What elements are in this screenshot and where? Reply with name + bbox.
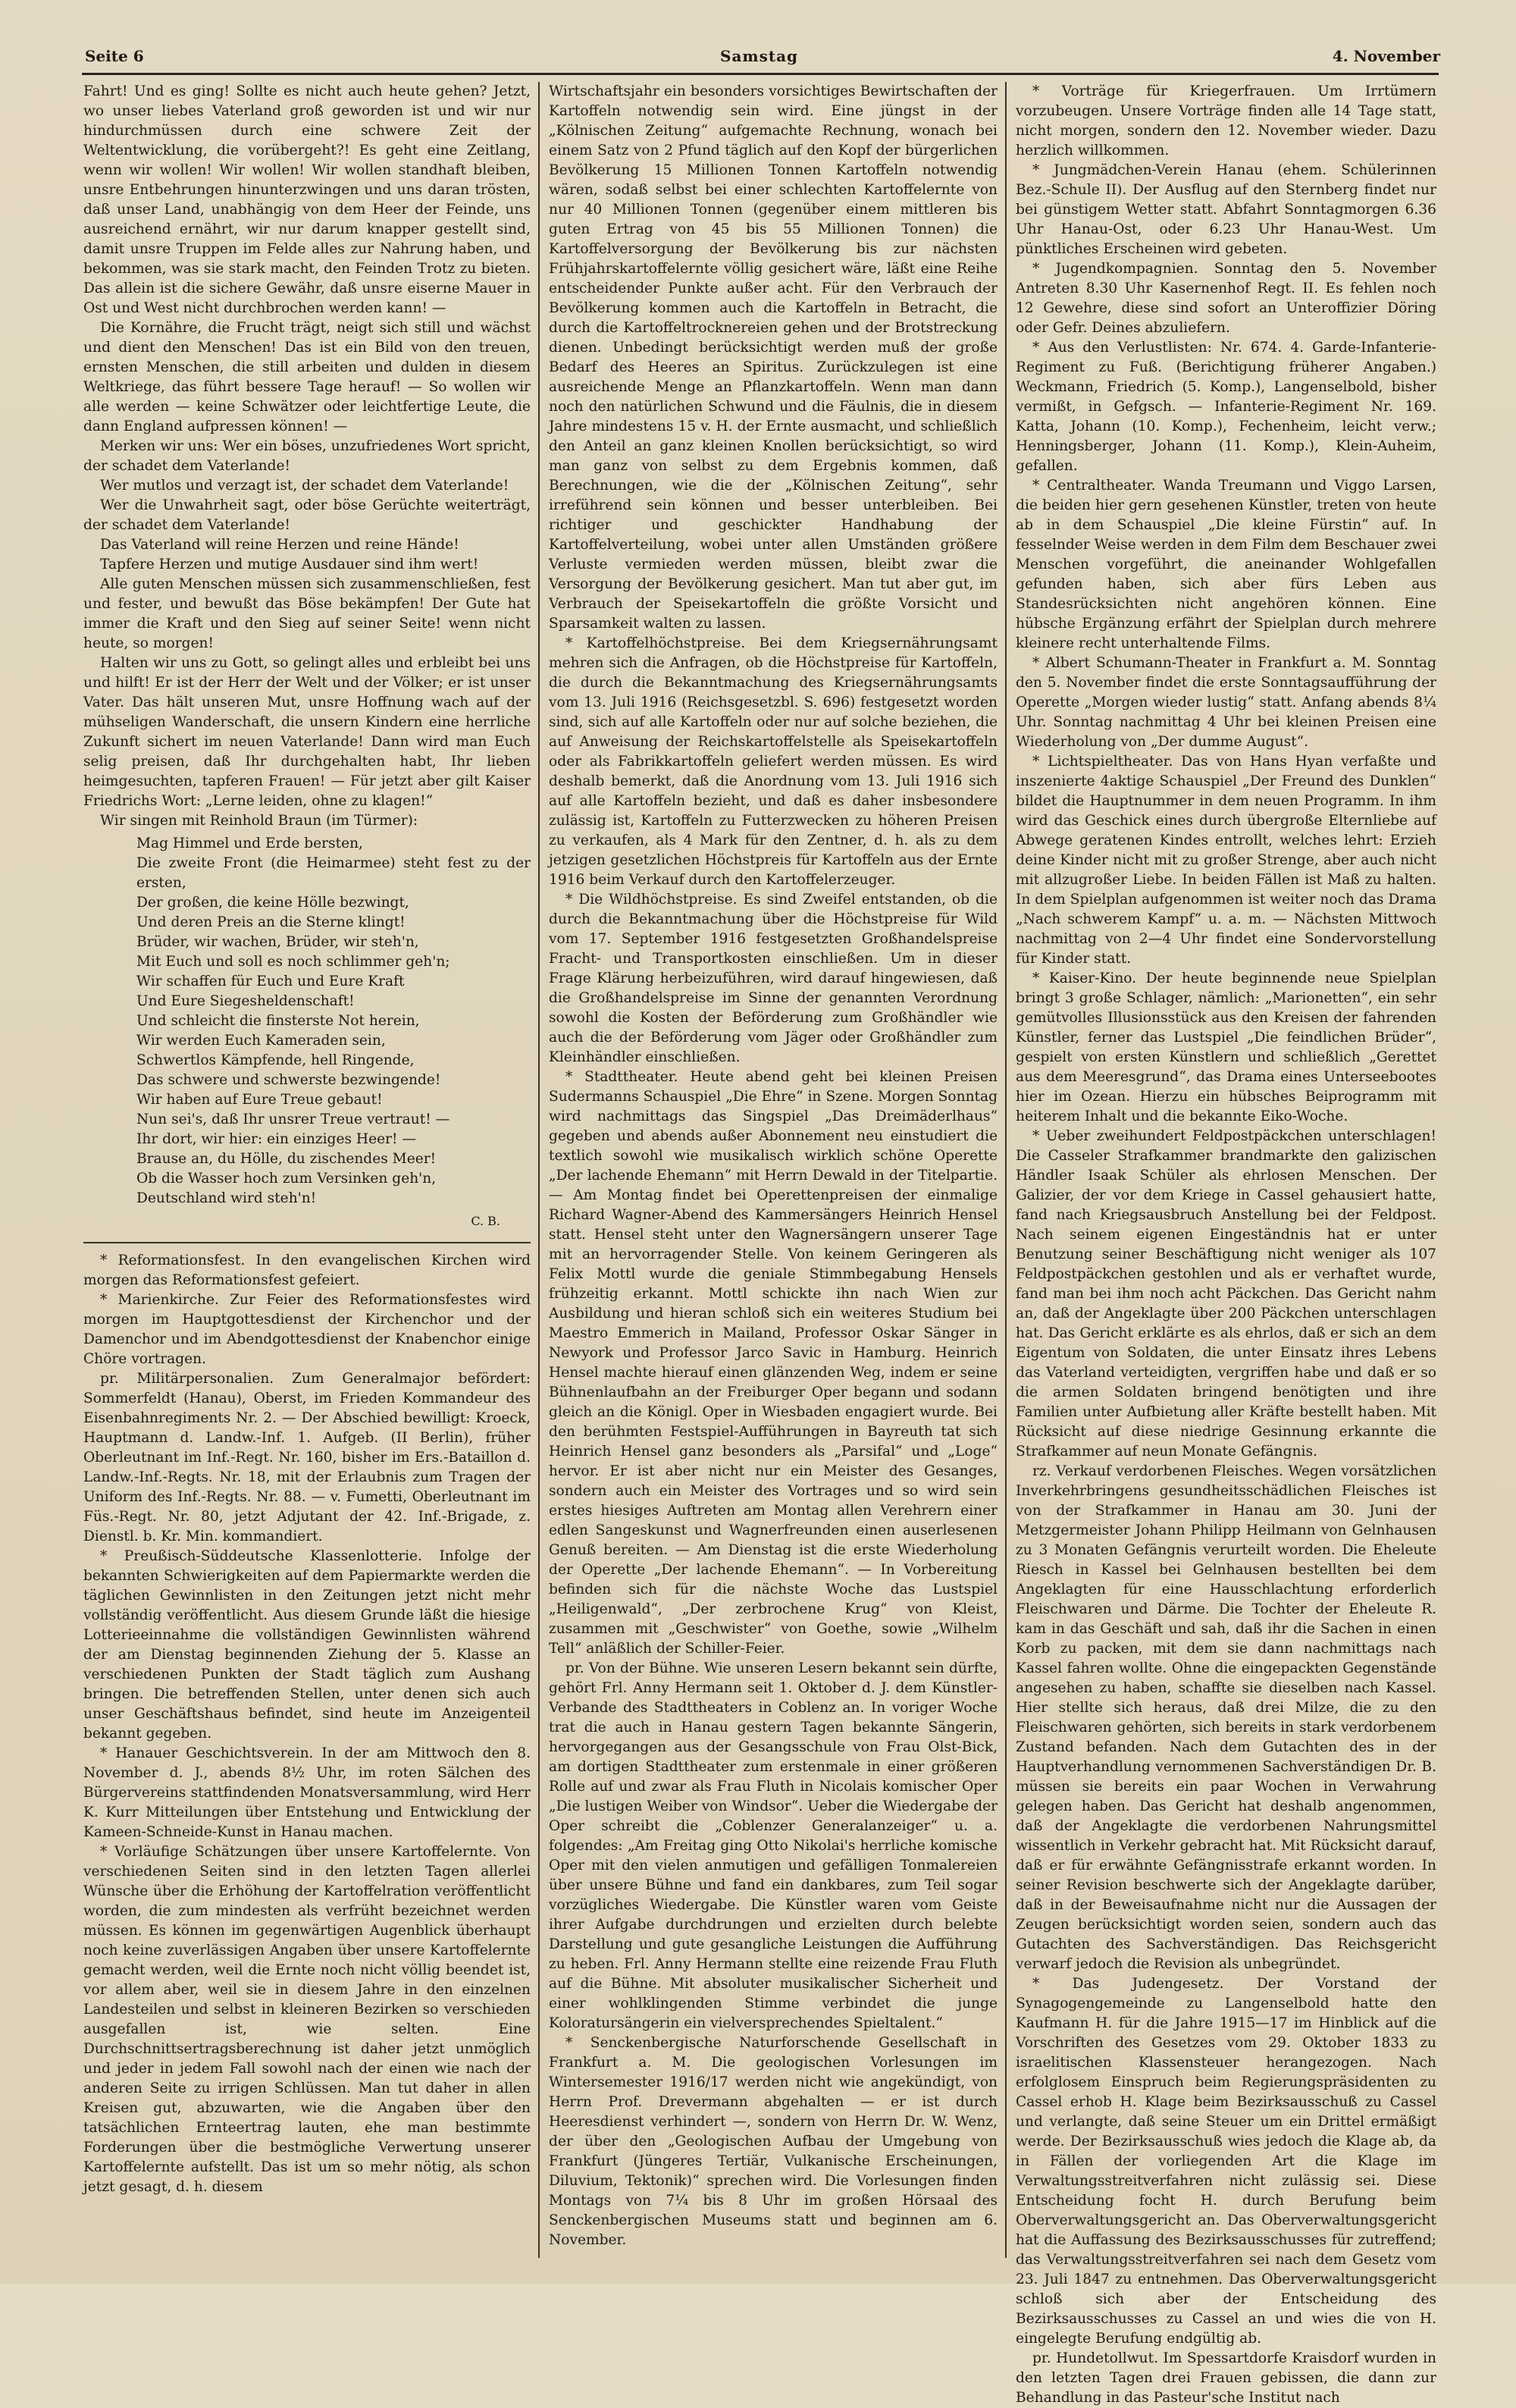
paragraph: Merken wir uns: Wer ein böses, unzufriedenes Wort spricht, der schadet dem Vaterlande! [83,438,531,474]
poem-line: Wir haben auf Eure Treue gebaut! [136,1092,383,1108]
paragraph: * Hanauer Geschichtsverein. In der am Mittwoch den 8. November d. J., abends 8½ Uhr, im roten Sälchen des Bürgervereins stattfindenden Monatsversammlung, wird Herr K. Kurr Mitteilungen über Entstehung und Entwicklung der Kameen-Schneide-Kunst in Hanau machen. [83,1745,531,1840]
paragraph: pr. Hundetollwut. Im Spessartdorfe Kraisdorf wurden in den letzten Tagen drei Frauen gebissen, die dann zur Behandlung in das Pasteur'sche Institut nach [1016,2350,1436,2406]
poem-line: Brause an, du Hölle, du zischendes Meer! [136,1151,437,1167]
paragraph: * Lichtspieltheater. Das von Hans Hyan verfaßte und inszenierte 4aktige Schauspiel „Der Freund des Dunklen“ bildet die Hauptnummer in dem neuen Programm. In ihm wird das Geschick eines durch übergroße Elternliebe auf Abwege geratenen Kindes entrollt, welches lehrt: Erzieh deine Kinder nicht mit zu großer Strenge, aber auch nicht mit allzugroßer Liebe. In beiden Fällen ist Maß zu halten. In dem Spielplan aufgenommen ist weiter noch das Drama „Nach schwerem Kampf“ u. a. m. — Nächsten Mittwoch nachmittag von 2—4 Uhr findet eine Sondervorstellung für Kinder statt. [1016,754,1436,967]
weekday: Samstag [720,47,799,65]
poem-line: Ob die Wasser hoch zum Versinken geh'n, [136,1171,437,1187]
paragraph: * Das Judengesetz. Der Vorstand der Synagogengemeinde zu Langenselbold hatte den Kaufmann H. für die Jahre 1915—17 im Hinblick auf die Vorschriften des Gesetzes vom 29. Oktober 1833 zu israelitischen Klassensteuer herangezogen. Nach erfolglosem Einspruch beim Regierungspräsidenten zu Cassel erhob H. Klage beim Bezirksausschuß zu Cassel und verlangte, daß seine Steuer um ein Drittel ermäßigt werde. Der Bezirksausschuß wies jedoch die Klage ab, da in Fällen der vorliegenden Art die Klage im Verwaltungsstreitverfahren nicht zulässig sei. Diese Entscheidung focht H. durch Berufung beim Oberverwaltungsgericht an. Das Oberverwaltungsgericht hat die Auffassung des Bezirksausschusses für zutreffend; das Verwaltungsstreitverfahren sei nach dem Gesetz vom 23. Juli 1847 zu entnehmen. Das Oberverwaltungsgericht schloß sich aber der Entscheidung des Bezirksausschusses zu Cassel an und wies die von H. eingelegte Berufung endgültig ab. [1016,1976,1436,2347]
header-rule [82,73,1439,75]
signature: C. B. [471,1214,500,1228]
poem [83,834,531,1209]
poem-line: Brüder, wir wachen, Brüder, wir steh'n, [136,934,419,950]
poem-line: Und Eure Siegesheldenschaft! [136,993,355,1009]
issue-date: 4. November [1332,47,1440,65]
column-1 [83,82,531,2265]
paragraph: * Reformationsfest. In den evangelischen Kirchen wird morgen das Reformationsfest gefeiert. [83,1253,531,1288]
paragraph: * Kartoffelhöchstpreise. Bei dem Kriegsernährungsamt mehren sich die Anfragen, ob die Höchstpreise für Kartoffeln, die durch die Bekanntmachung des Kriegsernährungsamts vom 13. Juli 1916 (Reichsgesetzbl. S. 696) festgesetzt worden sind, sich auf alle Kartoffeln oder nur auf solche beziehen, die auf Anweisung der Reichskartoffelstelle als Speisekartoffeln oder als Fabrikkartoffeln geliefert werden müssen. Es wird deshalb bemerkt, daß die Anordnung vom 13. Juli 1916 sich auf alle Kartoffeln bezieht, und daß es daher insbesondere zulässig ist, Kartoffeln zu Futterzwecken zu höheren Preisen zu verkaufen, als 4 Mark für den Zentner, d. h. als zu dem jetzigen gesetzlichen Höchstpreis für Kartoffeln aus der Ernte 1916 beim Verkauf durch den Kartoffelerzeuger. [549,635,998,888]
column-3 [1016,82,1436,2406]
poem-line: Deutschland wird steh'n! [136,1190,317,1206]
paragraph: * Preußisch-Süddeutsche Klassenlotterie. Infolge der bekannten Schwierigkeiten auf dem Papiermarkte werden die täglichen Gewinnlisten in den Zeitungen jetzt nicht mehr vollständig veröffentlicht. Aus diesem Grunde läßt die hiesige Lotterieeinnahme die vollständigen Gewinnlisten während der am Dienstag beginnenden Ziehung der 5. Klasse an verschiedenen Punkten der Stadt täglich zum Aushang bringen. Die betreffenden Stellen, unter denen sich auch unser Geschäftshaus befindet, sind heute im Anzeigenteil bekannt gegeben. [83,1548,531,1742]
paragraph: Das Vaterland will reine Herzen und reine Hände! [100,537,459,553]
poem-line: Mag Himmel und Erde bersten, [136,836,363,851]
paragraph: * Senckenbergische Naturforschende Gesellschaft in Frankfurt a. M. Die geologischen Vorlesungen im Wintersemester 1916/17 werden nicht wie angekündigt, von Herrn Prof. Drevermann abgehalten — er ist durch Heeresdienst verhindert —, sondern von Herrn Dr. W. Wenz, der über den „Geologischen Aufbau der Umgebung von Frankfurt (Jüngeres Tertiär, Vulkanische Erscheinungen, Diluvium, Tektonik)“ sprechen wird. Die Vorlesungen finden Montags von 7¼ bis 8 Uhr im großen Hörsaal des Senckenbergischen Museums statt und beginnen am 6. November. [549,2035,998,2248]
paragraph: Wirtschaftsjahr ein besonders vorsichtiges Bewirtschaften der Kartoffeln notwendig sein wird. Eine jüngst in der „Kölnischen Zeitung“ aufgemachte Rechnung, wonach bei einem Satz von 2 Pfund täglich auf den Kopf der bürgerlichen Bevölkerung 15 Millionen Tonnen Kartoffeln notwendig wären, sodaß selbst bei einer schlechten Kartoffelernte von nur 40 Millionen Tonnen (gegenüber einem mittleren bis guten Ertrag von 45 bis 55 Millionen Tonnen) die Kartoffelversorgung der Bevölkerung bis zur nächsten Frühjahrskartoffelernte völlig gesichert wäre, läßt eine Reihe entscheidender Punkte außer acht. Für den Verbrauch der Bevölkerung kommen auch die Kartoffeln in Betracht, die durch die Kartoffeltrocknereien gehen und der Brotstreckung dienen. Unbedingt berücksichtigt werden muß der große Bedarf des Heeres an Spiritus. Zurückzulegen ist eine ausreichende Menge an Pflanzkartoffeln. Wenn man dann noch den natürlichen Schwund und die Fäulnis, die in diesem Jahre mindestens 15 v. H. der Ernte ausmacht, und schließlich den Anteil an ganz kleinen Knollen berücksichtigt, so wird man ganz von selbst zu dem Ergebnis kommen, daß Berechnungen, wie die der „Kölnischen Zeitung“, sehr irreführend sein können und besser unterbleiben. Bei richtiger und geschickter Handhabung der Kartoffelverteilung, wobei unter allen Umständen größere Verluste vermieden werden müssen, bleibt zwar die Versorgung der Bevölkerung gesichert. Man tut aber gut, im Verbrauch der Speisekartoffeln die größte Vorsicht und Sparsamkeit walten zu lassen. [549,83,998,632]
poem-line: Das schwere und schwerste bezwingende! [136,1072,441,1088]
paragraph: * Jungmädchen-Verein Hanau (ehem. Schülerinnen Bez.-Schule II). Der Ausflug auf den Sternberg findet nur bei günstigem Wetter statt. Abfahrt Sonntagmorgen 6.36 Uhr Hanau-Ost, oder 6.23 Uhr Hanau-West. Um pünktliches Erscheinen wird gebeten. [1016,162,1436,257]
paragraph: * Kaiser-Kino. Der heute beginnende neue Spielplan bringt 3 große Schlager, nämlich: „Marionetten“, ein sehr gemütvolles Illusionsstück aus den Kreisen der fahrenden Künstler, ferner das Lustspiel „Die feindlichen Brüder“, gespielt von ersten Künstlern und schließlich „Gerettet aus dem Meeresgrund“, das Drama eines Unterseebootes hier im Ozean. Hierzu ein hübsches Beiprogramm mit heiterem Inhalt und die bekannte Eiko-Woche. [1016,970,1436,1124]
paragraph: * Centraltheater. Wanda Treumann und Viggo Larsen, die beiden hier gern gesehenen Künstler, treten von heute ab in dem Schauspiel „Die kleine Fürstin“ auf. In fesselnder Weise werden in dem Film dem Beschauer zwei Menschen vorgeführt, die aneinander Wohlgefallen gefunden haben, sich aber fürs Leben aus Standesrücksichten nicht angehören können. Eine hübsche Ergänzung erfährt der Spielplan durch mehrere kleinere recht unterhaltende Films. [1016,478,1436,651]
poem-line: Die zweite Front (die Heimarmee) steht fest zu der ersten, [136,855,531,891]
page-header [0,0,1516,76]
paragraph: pr. Militärpersonalien. Zum Generalmajor befördert: Sommerfeldt (Hanau), Oberst, im Frieden Kommandeur des Eisenbahnregiments Nr. 2. — Der Abschied bewilligt: Kroeck, Hauptmann d. Landw.-Inf. 1. Aufgeb. (II Berlin), früher Oberleutnant im Inf.-Regt. Nr. 160, bisher im Ers.-Bataillon d. Landw.-Inf.-Regts. Nr. 18, mit der Erlaubnis zum Tragen der Uniform des Inf.-Regts. Nr. 88. — v. Fumetti, Oberleutnant im Füs.-Regt. Nr. 80, jetzt Adjutant der 42. Inf.-Brigade, z. Dienstl. b. Kr. Min. kommandiert. [83,1371,531,1544]
paragraph: Halten wir uns zu Gott, so gelingt alles und erbleibt bei uns und hilft! Er ist der Herr der Welt und der Völker; er ist unser Vater. Das hält unseren Mut, unsre Hoffnung wach auf der mühseligen Wanderschaft, die unsern Kindern eine herrliche Zukunft sichert im neuen Vaterlande! Dann wird man Euch selig preisen, daß Ihr durchgehalten habt, Ihr lieben heimgesuchten, tapferen Frauen! — Für jetzt aber gilt Kaiser Friedrichs Wort: „Lerne leiden, ohne zu klagen!“ [83,655,531,809]
paragraph: Wer mutlos und verzagt ist, der schadet dem Vaterlande! [100,478,509,494]
poem-line: Mit Euch und soll es noch schlimmer geh'n; [136,954,450,970]
paragraph: * Ueber zweihundert Feldpostpäckchen unterschlagen! Die Casseler Strafkammer brandmarkte den galizischen Händler Isaak Schüler als ehrlosen Menschen. Der Galizier, der vor dem Kriege in Cassel gehausiert hatte, fand nach Kriegsausbruch Anstellung bei der Feldpost. Nach seinem eigenen Eingeständnis hat er unter Benutzung seiner Beschäftigung nicht weniger als 107 Feldpostpäckchen gestohlen und als er verhaftet wurde, fand man bei ihm noch acht Päckchen. Das Gericht nahm an, daß der Angeklagte über 200 Päckchen unterschlagen hat. Das Gericht erklärte es als ehrlos, daß er sich an dem Eigentum von Soldaten, die unter Einsatz ihres Lebens das Vaterland verteidigten, vergriffen habe und daß er so die armen Soldaten bringend benötigten und ihre Familien unter Aufbietung aller Kräfte bestellt haben. Mit Rücksicht auf diese niedrige Gesinnung erkannte die Strafkammer auf neun Monate Gefängnis. [1016,1128,1436,1460]
column-divider [538,82,540,2258]
paragraph: Fahrt! Und es ging! Sollte es nicht auch heute gehen? Jetzt, wo unser liebes Vaterland groß geworden ist und wir nur hindurchmüssen durch eine schwere Zeit der Weltentwicklung, die vorübergeht?! Es geht eine Zeitlang, wenn wir wollen! Wir wollen! Wir wollen standhaft bleiben, unsre Entbehrungen hinunterzwingen und uns daran trösten, daß unser Land, unabhängig von dem Heer der Feinde, uns ausreichend ernährt, wir nur darum knapper gestellt sind, damit unsre Truppen im Felde alles zur Nahrung haben, und bekommen, was sie stark macht, den Feinden Trotz zu bieten. Das allein ist die sichere Gewähr, daß unsre eiserne Mauer in Ost und West nicht durchbrochen werden kann! — [83,83,531,316]
paragraph: Die Kornähre, die Frucht trägt, neigt sich still und wächst und dient den Menschen! Das ist ein Bild von den treuen, ernsten Menschen, die still arbeiten und dulden in diesem Weltkriege, das führt bessere Tage herauf! — So wollen wir alle werden — keine Schwätzer oder leichtfertige Leute, die dann England aufpressen können! — [83,320,531,434]
paragraph: * Albert Schumann-Theater in Frankfurt a. M. Sonntag den 5. November findet die erste Sonntagsaufführung der Operette „Morgen wieder lustig“ statt. Anfang abends 8¼ Uhr. Sonntag nachmittag 4 Uhr bei kleinen Preisen eine Wiederholung von „Der dumme August“. [1016,655,1436,750]
paragraph: * Vorläufige Schätzungen über unsere Kartoffelernte. Von verschiedenen Seiten sind in den letzten Tagen allerlei Wünsche über die Erhöhung der Kartoffelration veröffentlicht worden, die zum mindesten als verfrüht bezeichnet werden müssen. Es können im gegenwärtigen Augenblick überhaupt noch keine zuverlässigen Angaben über unsere Kartoffelernte gemacht werden, weil die Ernte noch nicht völlig beendet ist, vor allem aber, weil sie in diesem Jahre in den einzelnen Landesteilen und selbst in kleineren Bezirken so verschieden ausgefallen ist, wie selten. Eine Durchschnittsertragsberechnung ist daher jetzt unmöglich und jeder in jedem Fall sowohl nach der einen wie nach der anderen Seite zu irrigen Schlüssen. Man tut daher in allen Kreisen gut, abzuwarten, wie die Angaben über den tatsächlichen Ernteertrag lauten, ehe man bestimmte Forderungen über die bestmögliche Verwertung unserer Kartoffelernte aufstellt. Das ist um so mehr nötig, als schon jetzt gesagt, d. h. diesem [83,1844,531,2195]
paragraph: * Jugendkompagnien. Sonntag den 5. November Antreten 8.30 Uhr Kasernenhof Regt. II. Es fehlen noch 12 Gewehre, diese sind sofort an Unteroffizier Döring oder Gefr. Deines abzuliefern. [1016,261,1436,336]
paragraph: Wir singen mit Reinhold Braun (im Türmer): [100,813,418,829]
paragraph: * Stadttheater. Heute abend geht bei kleinen Preisen Sudermanns Schauspiel „Die Ehre“ in Szene. Morgen Sonntag wird nachmittags das Singspiel „Das Dreimäderlhaus“ gegeben und abends außer Abonnement neu einstudiert die textlich sowohl wie musikalisch wirklich schöne Operette „Der lachende Ehemann“ mit Herrn Dewald in der Titelpartie. — Am Montag findet bei Operettenpreisen der einmalige Richard Wagner-Abend des Kammersängers Heinrich Hensel statt. Hensel steht unter den Wagnersängern unserer Tage mit an hervorragender Stelle. Von keinem Geringeren als Felix Mottl wurde die geniale Stimmbegabung Hensels frühzeitig erkannt. Mottl schickte ihn nach Wien zur Ausbildung und hieran schloß sich ein weiteres Studium bei Maestro Emmerich in Mailand, Professor Oskar Sänger in Newyork und Professor Jarco Savic in Hamburg. Heinrich Hensel machte hierauf einen glänzenden Weg, indem er seine Bühnenlaufbahn an der Freiburger Oper begann und sodann gleich an die Königl. Oper in Wiesbaden engagiert wurde. Bei den berühmten Festspiel-Aufführungen in Bayreuth tat sich Heinrich Hensel ganz besonders als „Parsifal“ und „Loge“ hervor. Er ist aber nicht nur ein Meister des Gesanges, sondern auch ein Meister des Vortrages und so wird sein erstes hiesiges Auftreten am Montag allen Verehrern einer edlen Sangeskunst und Wagnerfreunden einen auserlesenen Genuß bereiten. — Am Dienstag ist die erste Wiederholung der Operette „Der lachende Ehemann“. — In Vorbereitung befinden sich für die nächste Woche das Lustspiel „Heiligenwald“, „Der zerbrochene Krug“ von Kleist, zusammen mit „Geschwister“ von Goethe, sowie „Wilhelm Tell“ anläßlich der Schiller-Feier. [549,1069,998,1657]
column-divider [1005,82,1007,2258]
paragraph: Alle guten Menschen müssen sich zusammenschließen, fest und fester, und bewußt das Böse bekämpfen! Der Gute hat immer die Kraft und den Sieg auf seiner Seite! wenn nicht heute, so morgen! [83,576,531,651]
poem-line: Schwertlos Kämpfende, hell Ringende, [136,1052,415,1068]
paragraph: * Die Wildhöchstpreise. Es sind Zweifel entstanden, ob die durch die Bekanntmachung über die Höchstpreise für Wild vom 17. September 1916 festgesetzten Großhandelspreise Fracht- und Transportkosten einschließen. Um in dieser Frage Klärung herbeizuführen, wird darauf hingewiesen, daß die Großhandelspreise im Sinne der genannten Verordnung sowohl die Kosten der Beförderung zum Großhändler wie auch die der Beförderung vom Jäger oder Großhändler zum Kleinhändler einschließen. [549,892,998,1065]
poem-line: Und deren Preis an die Sterne klingt! [136,914,406,930]
page-number: Seite 6 [85,47,144,65]
column-2 [549,82,998,2265]
poem-line: Und schleicht die finsterste Not herein, [136,1013,420,1029]
poem-line: Wir schaffen für Euch und Eure Kraft [136,974,405,989]
paragraph: * Aus den Verlustlisten: Nr. 674. 4. Garde-Infanterie-Regiment zu Fuß. (Berichtigung früherer Angaben.) Weckmann, Friedrich (5. Komp.), Langenselbold, bisher vermißt, in Gefgsch. — Infanterie-Regiment Nr. 169. Katta, Johann (10. Komp.), Fechenheim, leicht verw.; Henningsberger, Johann (11. Komp.), Klein-Auheim, gefallen. [1016,340,1436,474]
poem-line: Nun sei's, daß Ihr unsrer Treue vertraut! — [136,1112,450,1127]
paragraph: * Vorträge für Kriegerfrauen. Um Irrtümern vorzubeugen. Unsere Vorträge finden alle 14 Tage statt, nicht morgen, sondern den 12. November wieder. Dazu herzlich willkommen. [1016,83,1436,158]
paragraph: Wer die Unwahrheit sagt, oder böse Gerüchte weiterträgt, der schadet dem Vaterlande! [83,497,531,533]
paragraph: rz. Verkauf verdorbenen Fleisches. Wegen vorsätzlichen Inverkehrbringens gesundheitsschädlichen Fleisches ist von der Strafkammer in Hanau am 30. Juni der Metzgermeister Johann Philipp Heilmann von Gelnhausen zu 3 Monaten Gefängnis verurteilt worden. Die Eheleute Riesch in Kassel bei Gelnhausen bestellten bei dem Angeklagten für eine Hausschlachtung erforderlich Fleischwaren und Därme. Die Tochter der Eheleute R. kam in das Geschäft und sah, daß ihr die Sachen in einen Korb zu packen, mit dem sie dann nachmittags nach Kassel fahren wollte. Ohne die eingepackten Gegenstände angesehen zu haben, schaffte sie dieselben nach Kassel. Hier stellte sich heraus, daß drei Milze, die zu den Fleischwaren gehörten, sich bereits in stark verdorbenem Zustand befanden. Nach dem Gutachten des in der Hauptverhandlung vernommenen Sachverständigen Dr. B. müssen sie bereits ein paar Wochen in Verwahrung gelegen haben. Das Gericht hat deshalb angenommen, daß der Angeklagte die verdorbenen Nahrungsmittel wissentlich in Verkehr gebracht hat. Mit Rücksicht darauf, daß er für erwähnte Gefängnisstrafe erkannt worden. In seiner Revision beschwerte sich der Angeklagte darüber, daß in der Beweisaufnahme nicht nur die Aussagen der Zeugen berücksichtigt worden seien, sondern auch das Gutachten des Sachverständigen. Das Reichsgericht verwarf jedoch die Revision als unbegründet. [1016,1463,1436,1972]
poem-line: Wir werden Euch Kameraden sein, [136,1033,386,1049]
poem-line: Ihr dort, wir hier: ein einziges Heer! — [136,1131,416,1147]
paragraph: pr. Von der Bühne. Wie unseren Lesern bekannt sein dürfte, gehört Frl. Anny Hermann seit 1. Oktober d. J. dem Künstler-Verbande des Stadttheaters in Coblenz an. In voriger Woche trat die auch in Hanau gestern Tagen bekannte Sängerin, hervorgegangen aus der Gesangsschule von Frau Olst-Bick, am dortigen Stadttheater zum erstenmale in einer größeren Rolle auf und zwar als Frau Fluth in Nicolais komischer Oper „Die lustigen Weiber von Windsor“. Ueber die Wiedergabe der Oper schreibt die „Coblenzer Generalanzeiger“ u. a. folgendes: „Am Freitag ging Otto Nikolai's herrliche komische Oper mit den vielen anmutigen und gefälligen Tonmalereien über unsere Bühne und fand ein dankbares, zum Teil sogar vorzügliches Wiedergabe. Die Künstler waren vom Geiste ihrer Aufgabe durchdrungen und erzielten durch belebte Darstellung und gute gesangliche Leistungen die Aufführung zu heben. Frl. Anny Hermann stellte eine reizende Frau Fluth auf die Bühne. Mit absoluter musikalischer Sicherheit und einer wohlklingenden Stimme verbindet die junge Koloratursängerin ein vielversprechendes Spieltalent.“ [549,1660,998,2031]
poem-line: Der großen, die keine Hölle bezwingt, [136,895,409,911]
section-rule [83,1242,531,1243]
paragraph: * Marienkirche. Zur Feier des Reformationsfestes wird morgen im Hauptgottesdienst der Kirchenchor und der Damenchor und im Abendgottesdienst der Knabenchor einige Chöre vortragen. [83,1292,531,1367]
paragraph: Tapfere Herzen und mutige Ausdauer sind ihm wert! [100,557,479,572]
